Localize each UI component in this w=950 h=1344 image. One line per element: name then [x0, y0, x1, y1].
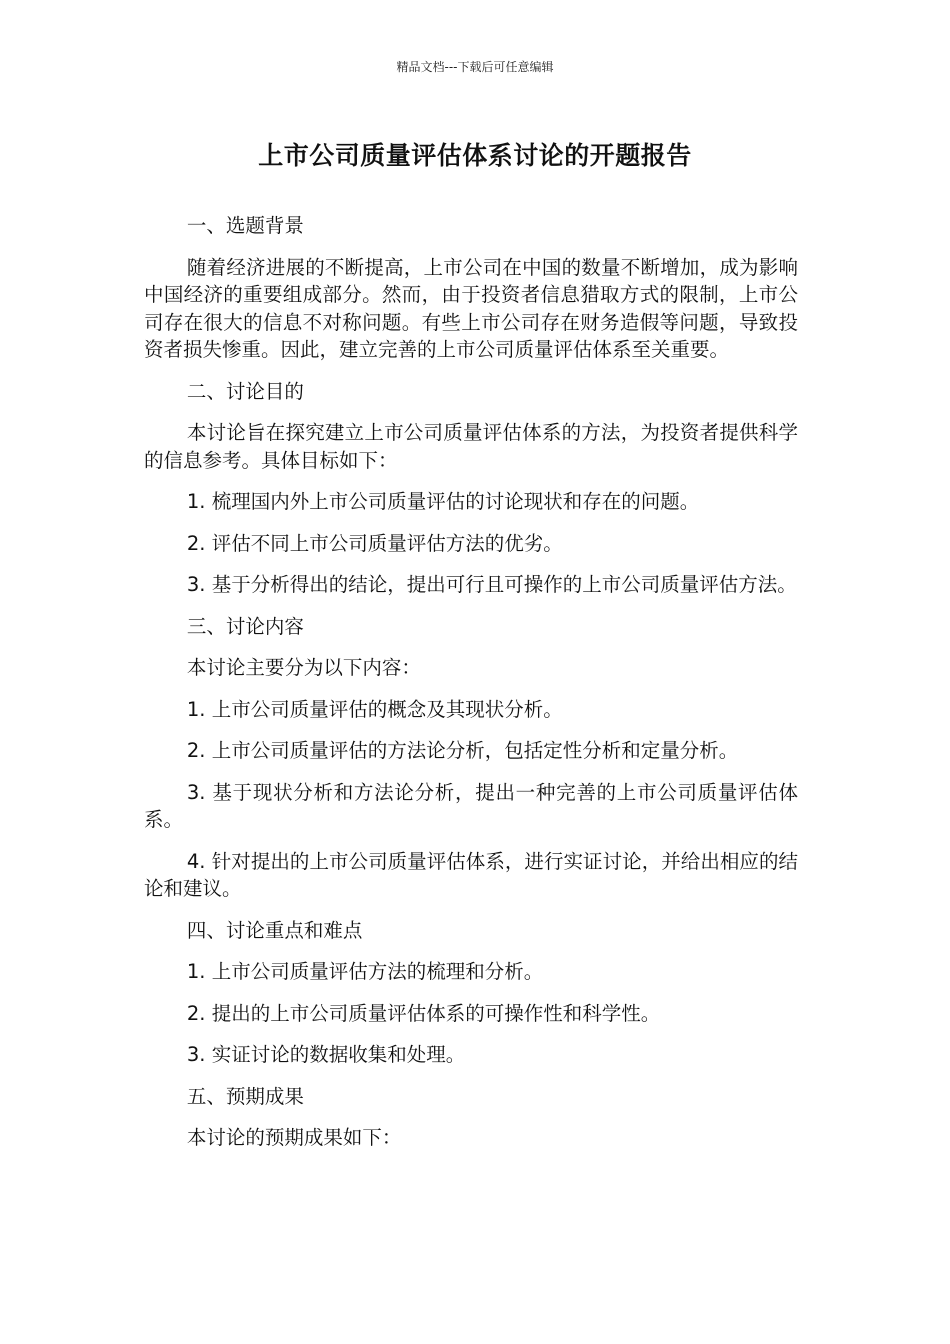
list-item-content-1: 1. 上市公司质量评估的概念及其现状分析。 [186, 697, 563, 721]
paragraph-purpose: 本讨论旨在探究建立上市公司质量评估体系的方法，为投资者提供科学的信息参考。具体目标如下： [144, 421, 798, 472]
list-item-content-3: 3. 基于现状分析和方法论分析，提出一种完善的上市公司质量评估体系。 [144, 780, 798, 831]
paragraph-outcomes: 本讨论的预期成果如下： [186, 1126, 402, 1149]
list-item-content-4: 4. 针对提出的上市公司质量评估体系，进行实证讨论，并给出相应的结论和建议。 [144, 849, 798, 900]
paragraph-background: 随着经济进展的不断提高，上市公司在中国的数量不断增加，成为影响中国经济的重要组成部分。然而，由于投资者信息猎取方式的限制，上市公司存在很大的信息不对称问题。有些上市公司存在财务造假等问题，导致投资者损失惨重。因此，建立完善的上市公司质量评估体系至关重要。 [144, 255, 798, 361]
section-heading-key-points: 四、讨论重点和难点 [186, 918, 363, 942]
list-item-content-2: 2. 上市公司质量评估的方法论分析，包括定性分析和定量分析。 [186, 739, 739, 762]
document-title: 上市公司质量评估体系讨论的开题报告 [258, 141, 692, 170]
list-item-key-points-3: 3. 实证讨论的数据收集和处理。 [186, 1043, 466, 1066]
section-heading-purpose: 二、讨论目的 [186, 379, 304, 403]
paragraph-content: 本讨论主要分为以下内容： [186, 656, 421, 679]
list-item-purpose-2: 2. 评估不同上市公司质量评估方法的优劣。 [186, 531, 563, 555]
list-item-key-points-1: 1. 上市公司质量评估方法的梳理和分析。 [186, 960, 544, 983]
section-heading-outcomes: 五、预期成果 [186, 1084, 304, 1108]
document-body [144, 212, 798, 1166]
list-item-key-points-2: 2. 提出的上市公司质量评估体系的可操作性和科学性。 [186, 1001, 661, 1025]
list-item-purpose-3: 3. 基于分析得出的结论，提出可行且可操作的上市公司质量评估方法。 [186, 573, 797, 596]
section-heading-content: 三、讨论内容 [186, 614, 304, 638]
header-watermark: 精品文档---下载后可任意编辑 [396, 60, 554, 74]
section-heading-background: 一、选题背景 [186, 214, 304, 237]
list-item-purpose-1: 1. 梳理国内外上市公司质量评估的讨论现状和存在的问题。 [186, 490, 700, 513]
